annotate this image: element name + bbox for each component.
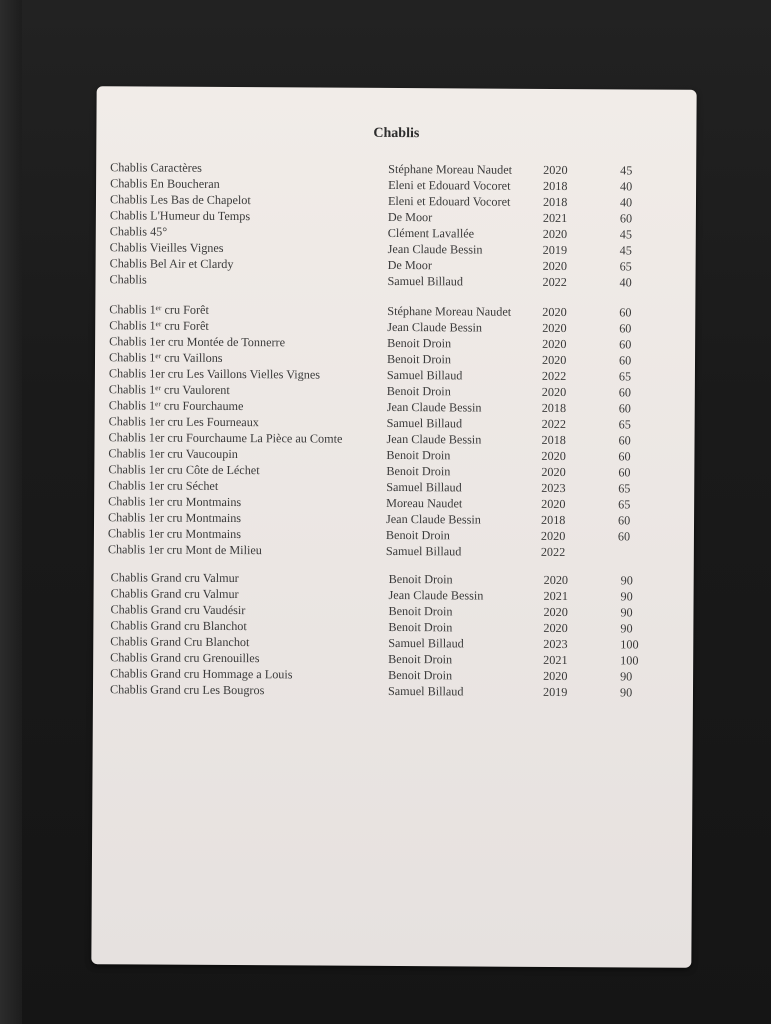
- producer-name: Samuel Billaud: [388, 635, 464, 651]
- price-value: 90: [620, 621, 633, 636]
- price-value: 45: [619, 227, 633, 242]
- wine-name: Chablis Caractères: [110, 160, 202, 175]
- producer-name: Eleni et Edouard Vocoret: [387, 193, 511, 209]
- vintage-year: 2018: [543, 178, 568, 194]
- wine-name: Chablis 1ᵉʳ cru Forêt: [109, 318, 209, 333]
- price-value: 60: [617, 529, 631, 544]
- wine-name: Chablis 1ᵉʳ cru Vaulorent: [108, 382, 230, 397]
- wine-name: Chablis Les Bas de Chapelot: [109, 192, 251, 208]
- price-value: 90: [620, 589, 633, 604]
- price-value: 60: [618, 513, 631, 528]
- price-value: 40: [619, 275, 632, 290]
- wine-name: Chablis 1er cru Montmains: [107, 526, 242, 542]
- vintage-year: 2020: [543, 620, 568, 636]
- price-value: 60: [618, 433, 631, 448]
- wine-name: Chablis 1er cru Les Vaillons Vielles Vignes: [108, 366, 321, 382]
- producer-name: Benoit Droin: [388, 651, 453, 667]
- wine-name: Chablis 1er cru Montmains: [108, 510, 242, 526]
- price-value: 60: [618, 465, 631, 480]
- wine-name: Chablis 1er cru Montmains: [108, 494, 242, 510]
- producer-name: Clément Lavallée: [387, 225, 475, 241]
- wine-row: [109, 272, 669, 291]
- wine-name: Chablis 1er cru Fourchaume La Pièce au Comte: [108, 430, 343, 446]
- vintage-year: 2020: [542, 320, 567, 336]
- wine-name: Chablis Grand cru Hommage a Louis: [110, 666, 293, 682]
- producer-name: Benoit Droin: [386, 383, 451, 399]
- producer-name: De Moor: [387, 209, 433, 225]
- price-value: 65: [618, 369, 632, 384]
- vintage-year: 2018: [541, 432, 566, 448]
- wine-name: Chablis L'Humeur du Temps: [109, 208, 251, 224]
- wine-name: Chablis Grand cru Blanchot: [110, 618, 247, 634]
- vintage-year: 2019: [542, 242, 568, 258]
- producer-name: Jean Claude Bessin: [386, 431, 482, 447]
- producer-name: Samuel Billaud: [387, 683, 464, 699]
- producer-name: Samuel Billaud: [385, 543, 462, 559]
- wine-name: Chablis Vieilles Vignes: [109, 240, 224, 255]
- vintage-year: 2020: [542, 336, 567, 352]
- price-value: 60: [618, 401, 631, 416]
- vintage-year: 2020: [543, 572, 569, 588]
- wine-name: Chablis 1er cru Les Fourneaux: [108, 414, 259, 430]
- vintage-year: 2023: [541, 480, 566, 496]
- menu-folder-edge: [0, 0, 22, 1024]
- wine-name: Chablis Grand cru Grenouilles: [110, 650, 260, 666]
- vintage-year: 2021: [543, 652, 568, 668]
- producer-name: Jean Claude Bessin: [386, 511, 481, 527]
- producer-name: Jean Claude Bessin: [387, 319, 483, 335]
- wine-name: Chablis Grand Cru Blanchot: [110, 634, 250, 650]
- price-value: 60: [618, 385, 632, 400]
- price-value: 60: [619, 305, 632, 320]
- vintage-year: 2018: [542, 194, 568, 210]
- vintage-year: 2020: [541, 448, 566, 464]
- wine-name: Chablis Grand cru Les Bougros: [109, 682, 265, 698]
- price-value: 65: [619, 259, 632, 274]
- vintage-year: 2020: [542, 226, 568, 242]
- wine-name: Chablis Grand cru Valmur: [110, 570, 239, 586]
- producer-name: Stéphane Moreau Naudet: [387, 303, 512, 319]
- wine-name: Chablis 1ᵉʳ cru Vaillons: [108, 350, 223, 365]
- price-value: 65: [618, 417, 631, 432]
- price-value: 90: [619, 685, 633, 700]
- vintage-year: 2022: [542, 274, 567, 290]
- wine-row: [110, 682, 670, 701]
- price-value: 90: [620, 669, 633, 684]
- vintage-year: 2020: [541, 464, 566, 480]
- wine-name: Chablis 1ᵉʳ cru Fourchaume: [108, 398, 244, 414]
- section-grand-cru: [110, 570, 671, 701]
- vintage-year: 2018: [541, 512, 566, 528]
- producer-name: Benoit Droin: [387, 335, 452, 351]
- producer-name: Benoit Droin: [386, 351, 452, 367]
- wine-list-page: [91, 86, 696, 968]
- producer-name: Jean Claude Bessin: [387, 241, 483, 257]
- vintage-year: 2021: [542, 210, 568, 226]
- producer-name: Benoit Droin: [388, 619, 453, 635]
- vintage-year: 2021: [543, 588, 568, 604]
- wine-name: Chablis 1er cru Montée de Tonnerre: [109, 334, 286, 350]
- producer-name: Benoit Droin: [388, 667, 453, 683]
- price-value: 60: [618, 353, 632, 368]
- vintage-year: 2022: [540, 544, 566, 560]
- wine-name: Chablis 1er cru Côte de Léchet: [108, 462, 260, 478]
- producer-name: Moreau Naudet: [386, 495, 463, 511]
- producer-name: Samuel Billaud: [386, 479, 462, 495]
- producer-name: Eleni et Edouard Vocoret: [388, 177, 511, 193]
- price-value: 60: [619, 321, 632, 336]
- vintage-year: 2018: [541, 400, 567, 416]
- section-village-chablis: [109, 160, 670, 291]
- price-value: 100: [620, 637, 639, 652]
- price-value: 45: [620, 163, 633, 178]
- wine-name: Chablis: [109, 272, 147, 287]
- producer-name: Jean Claude Bessin: [388, 587, 484, 603]
- producer-name: Samuel Billaud: [387, 273, 464, 289]
- producer-name: Benoit Droin: [386, 447, 451, 463]
- wine-name: Chablis Bel Air et Clardy: [109, 256, 234, 272]
- producer-name: Benoit Droin: [388, 571, 453, 587]
- wine-name: Chablis 1er cru Séchet: [108, 478, 219, 493]
- producer-name: Benoit Droin: [388, 603, 453, 619]
- price-value: 100: [620, 653, 639, 668]
- price-value: 60: [619, 337, 632, 352]
- price-value: 60: [619, 211, 633, 226]
- price-value: 65: [618, 497, 631, 512]
- vintage-year: 2020: [541, 384, 567, 400]
- price-value: 45: [619, 243, 632, 258]
- producer-name: De Moor: [387, 257, 432, 273]
- wine-name: Chablis En Boucheran: [110, 176, 220, 191]
- vintage-year: 2023: [543, 636, 568, 652]
- wine-name: Chablis 1ᵉʳ cru Forêt: [109, 302, 209, 317]
- wine-name: Chablis 1er cru Mont de Milieu: [107, 542, 262, 558]
- price-value: 90: [620, 605, 633, 620]
- producer-name: Jean Claude Bessin: [386, 399, 482, 415]
- producer-name: Samuel Billaud: [386, 415, 463, 431]
- wine-name: Chablis 45°: [109, 224, 168, 239]
- vintage-year: 2020: [540, 528, 566, 544]
- vintage-year: 2020: [543, 668, 568, 684]
- vintage-year: 2022: [541, 368, 567, 384]
- producer-name: Benoit Droin: [385, 527, 450, 543]
- producer-name: Samuel Billaud: [386, 367, 463, 383]
- price-value: 90: [620, 573, 633, 588]
- vintage-year: 2022: [541, 416, 567, 432]
- section-premier-cru: [108, 302, 670, 561]
- vintage-year: 2020: [543, 162, 568, 178]
- price-value: 65: [618, 481, 631, 496]
- price-value: 40: [620, 179, 633, 194]
- wine-name: Chablis Grand cru Vaudésir: [110, 602, 246, 618]
- price-value: 60: [618, 449, 631, 464]
- vintage-year: 2020: [542, 258, 568, 274]
- vintage-year: 2019: [542, 684, 568, 700]
- vintage-year: 2020: [543, 604, 568, 620]
- wine-name: Chablis 1er cru Vaucoupin: [108, 446, 238, 462]
- vintage-year: 2020: [542, 304, 567, 320]
- wine-row: [108, 542, 668, 561]
- producer-name: Benoit Droin: [386, 463, 451, 479]
- producer-name: Stéphane Moreau Naudet: [388, 161, 513, 177]
- vintage-year: 2020: [541, 352, 567, 368]
- vintage-year: 2020: [541, 496, 566, 512]
- page-title: Chablis: [373, 125, 420, 142]
- price-value: 40: [619, 195, 633, 210]
- wine-name: Chablis Grand cru Valmur: [110, 586, 239, 602]
